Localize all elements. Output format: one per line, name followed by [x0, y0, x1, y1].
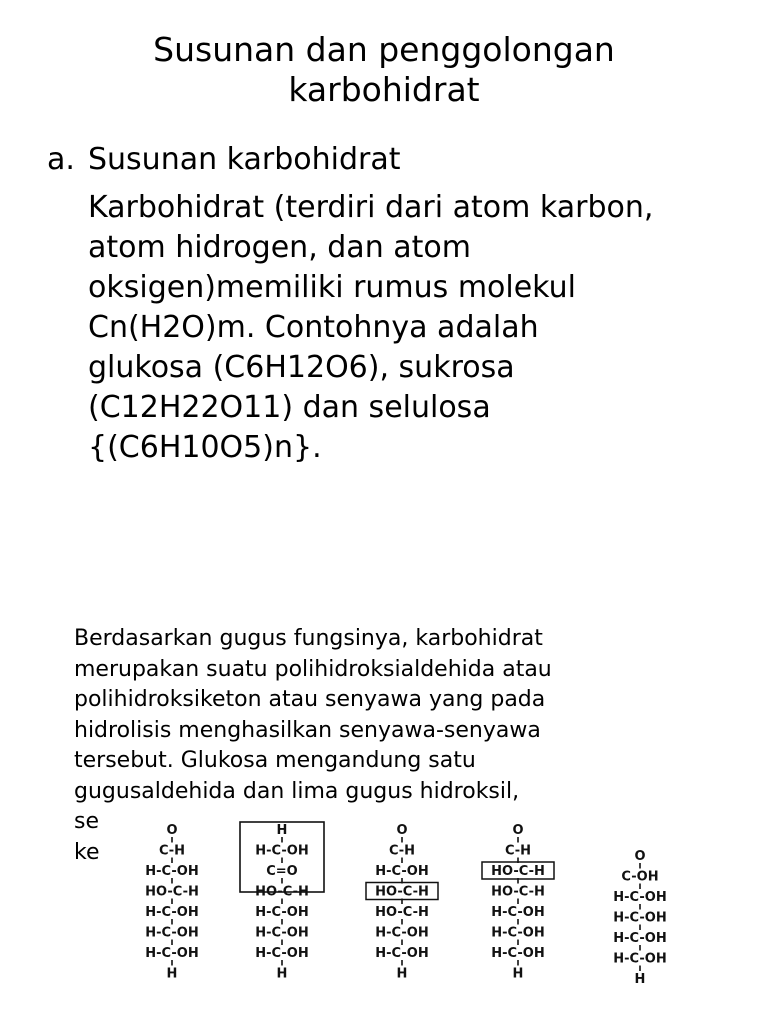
structure-atom-row: C-H — [158, 843, 186, 859]
paragraph2-line: polihidroksiketon atau senyawa yang pada — [74, 687, 546, 712]
structure-atom-row: O — [396, 823, 408, 838]
paragraph2-line: tersebut. Glukosa mengandung satu — [74, 748, 476, 773]
structure-atom-row: H-C-OH — [255, 925, 309, 941]
paragraph2-line: gugusaldehida dan lima gugus hidroksil, — [74, 778, 520, 804]
structure-atom-row: C=O — [266, 864, 298, 879]
structure-atom-row: HO-C-H — [145, 884, 199, 900]
title-line-2: karbohidrat — [288, 70, 480, 109]
structure-atom-row: H-C-OH — [375, 946, 429, 961]
structure-atom-row: H — [166, 966, 178, 982]
structure-4 — [482, 823, 554, 982]
paragraph-line: atom hidrogen, dan atom — [88, 230, 471, 265]
structure-atom-row: H-C-OH — [375, 925, 429, 941]
carbohydrate-structures-figure — [110, 820, 710, 1024]
structure-atom-row: H — [512, 966, 524, 982]
title-line-1: Susunan dan penggolongan — [153, 30, 615, 69]
structure-atom-row: H — [276, 966, 288, 982]
list-marker: a. — [47, 142, 75, 177]
structure-1 — [145, 823, 199, 982]
structure-atom-row: C-H — [388, 843, 416, 859]
structure-atom-row: H — [634, 972, 646, 987]
structure-atom-row: H-C-OH — [255, 843, 309, 859]
structure-atom-row: H-C-OH — [145, 905, 199, 920]
paragraph-line: Cn(H2O)m. Contohnya adalah — [88, 310, 539, 345]
structure-atom-row: H-C-OH — [491, 905, 545, 920]
structure-atom-row: HO-C-H — [255, 884, 309, 900]
structure-atom-row: H-C-OH — [255, 905, 309, 920]
structure-atom-row: H-C-OH — [613, 951, 667, 967]
structure-atom-row: O — [166, 823, 178, 838]
slide-title — [0, 30, 768, 110]
structure-atom-row: O — [512, 823, 524, 838]
structure-atom-row: H-C-OH — [145, 946, 199, 961]
section-heading: Susunan karbohidrat — [88, 142, 401, 177]
structure-atom-row: H-C-OH — [491, 946, 545, 961]
structure-atom-row: H — [396, 966, 408, 982]
paragraph2-line: merupakan suatu polihidroksialdehida atau — [74, 656, 552, 682]
structure-atom-row: O — [634, 849, 646, 864]
structure-atom-row: HO-C-H — [375, 905, 429, 920]
structure-5 — [613, 849, 666, 987]
structure-atom-row: H-C-OH — [375, 864, 429, 879]
paragraph2-line: hidrolisis menghasilkan senyawa-senyawa — [74, 717, 541, 743]
structure-atom-row: HO-C-H — [491, 884, 545, 900]
paragraph-line: oksigen)memiliki rumus molekul — [88, 270, 576, 305]
structures-svg — [110, 820, 710, 1024]
structure-atom-row: H-C-OH — [255, 946, 309, 961]
structure-atom-row: H-C-OH — [613, 931, 667, 946]
structure-atom-row: C-OH — [621, 869, 659, 885]
structure-atom-row: H-C-OH — [613, 890, 667, 905]
structure-atom-row: H-C-OH — [145, 925, 199, 941]
structure-atom-row: H-C-OH — [491, 925, 545, 941]
structure-atom-row: C-H — [504, 843, 532, 859]
paragraph2-line: ke — [74, 839, 100, 865]
paragraph-line: glukosa (C6H12O6), sukrosa — [88, 350, 515, 385]
paragraph2-line: Berdasarkan gugus fungsinya, karbohidrat — [74, 626, 543, 651]
structure-3 — [366, 823, 438, 982]
paragraph-line: {(C6H10O5)n}. — [88, 430, 322, 465]
paragraph2-line: se — [74, 809, 99, 834]
paragraph-line: (C12H22O11) dan selulosa — [88, 390, 491, 425]
body-paragraph — [88, 188, 758, 468]
structure-atom-row: H-C-OH — [145, 864, 199, 879]
structure-atom-row: HO-C-H — [491, 864, 545, 879]
structure-atom-row: HO-C-H — [375, 884, 429, 900]
structure-atom-row: H-C-OH — [613, 910, 667, 926]
structure-2 — [240, 822, 324, 982]
structure-atom-row: H — [276, 823, 288, 838]
paragraph-line: Karbohidrat (terdiri dari atom karbon, — [88, 190, 654, 225]
